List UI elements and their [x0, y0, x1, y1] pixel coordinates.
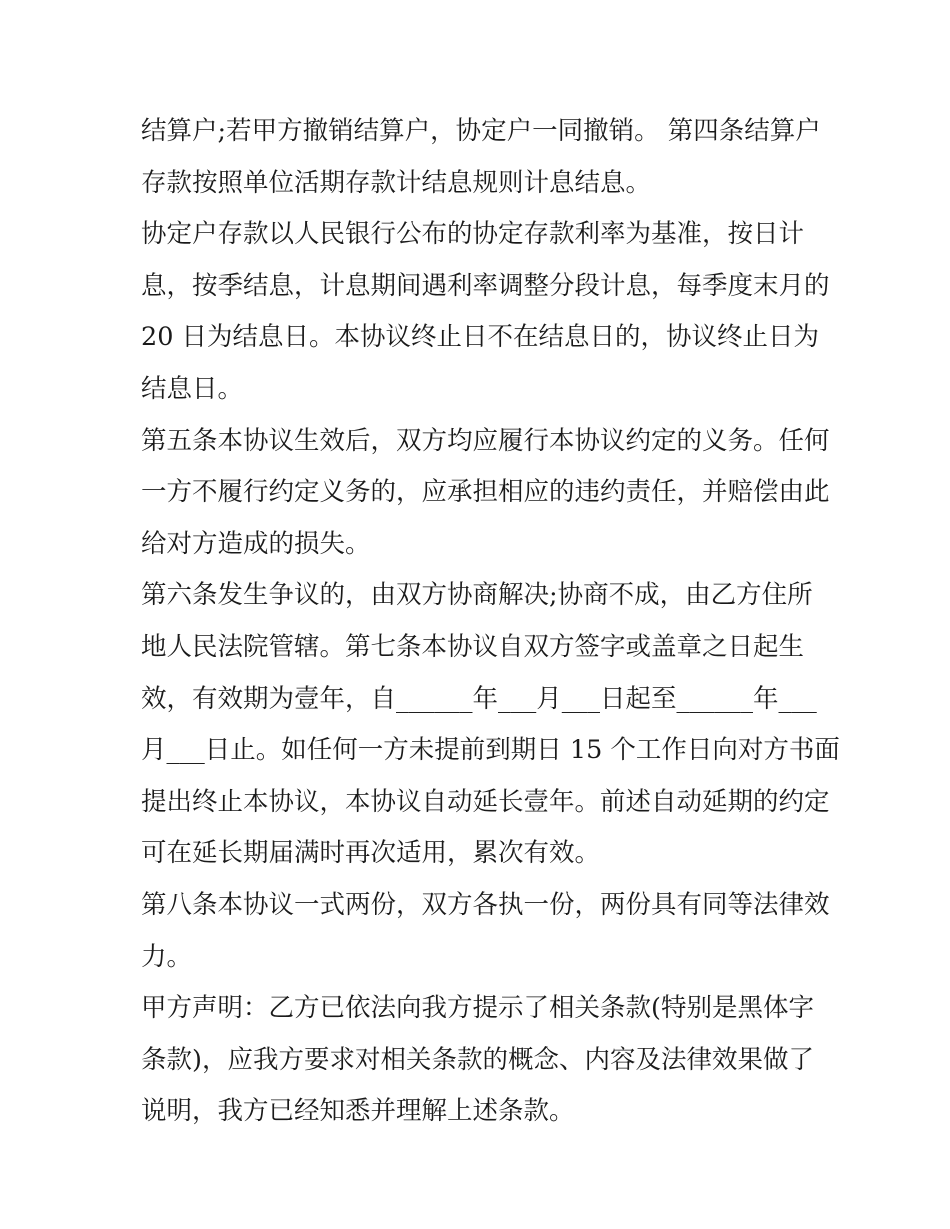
text-line: 第五条本协议生效后，双方均应履行本协议约定的义务。任何 [141, 425, 830, 456]
text-line: 月___日止。如任何一方未提前到期日 15 个工作日向对方书面 [141, 735, 840, 766]
text-line: 协定户存款以人民银行公布的协定存款利率为基准，按日计 [141, 219, 805, 250]
text-line: 提出终止本协议，本协议自动延长壹年。前述自动延期的约定 [141, 786, 830, 817]
text-line: 地人民法院管辖。第七条本协议自双方签字或盖章之日起生 [141, 631, 805, 662]
paragraph-party-a-declaration [141, 983, 821, 1138]
text-line: 甲方声明：乙方已依法向我方提示了相关条款(特别是黑体字 [141, 993, 814, 1024]
text-line: 效，有效期为壹年，自______年___月___日起至______年___ [141, 683, 817, 714]
text-line: 20 日为结息日。本协议终止日不在结息日的，协议终止日为 [141, 322, 820, 353]
text-line: 第八条本协议一式两份，双方各执一份，两份具有同等法律效 [141, 889, 830, 920]
paragraph-agreement-deposit-interest [141, 209, 830, 415]
text-line: 力。 [141, 941, 193, 972]
paragraph-article-six-seven [141, 570, 840, 880]
text-line: 存款按照单位活期存款计结息规则计息结息。 [141, 167, 652, 198]
text-line: 结算户;若甲方撤销结算户，协定户一同撤销。 第四条结算户 [141, 116, 821, 146]
text-line: 第六条发生争议的，由双方协商解决;协商不成，由乙方住所 [141, 580, 813, 611]
paragraph-settlement-account [141, 106, 821, 209]
text-line: 条款)，应我方要求对相关条款的概念、内容及法律效果做了 [141, 1044, 814, 1075]
text-line: 说明，我方已经知悉并理解上述条款。 [141, 1096, 575, 1127]
text-line: 息，按季结息，计息期间遇利率调整分段计息，每季度末月的 [141, 270, 830, 301]
document-body [141, 106, 840, 1138]
text-line: 给对方造成的损失。 [141, 528, 371, 559]
text-line: 可在延长期届满时再次适用，累次有效。 [141, 838, 601, 869]
text-line: 结息日。 [141, 373, 244, 404]
text-line: 一方不履行约定义务的，应承担相应的违约责任，并赔偿由此 [141, 477, 830, 508]
paragraph-article-five [141, 416, 830, 571]
paragraph-article-eight [141, 880, 830, 983]
